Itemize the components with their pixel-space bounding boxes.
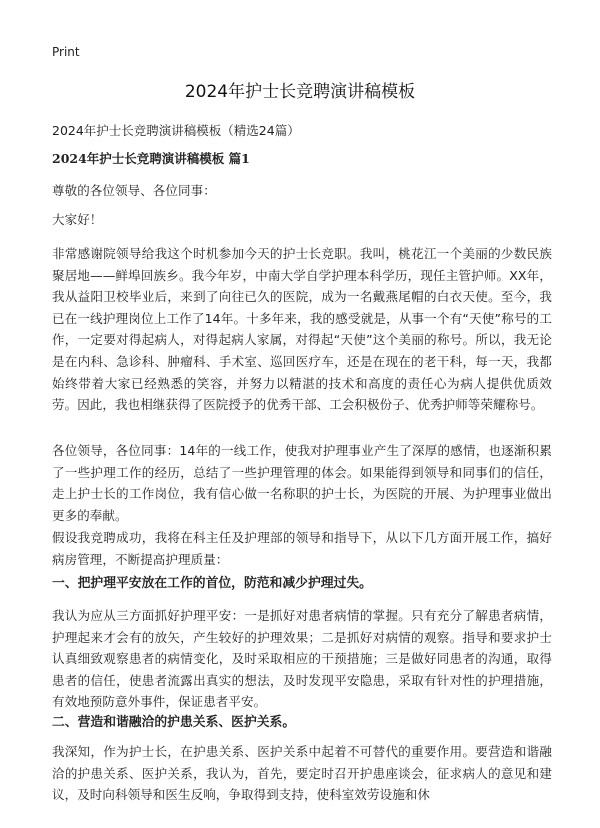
print-link[interactable]: Print [52,45,80,59]
section-heading-1: 一、把护理平安放在工作的首位，防范和减少护理过失。 [52,576,372,591]
page-title: 2024年护士长竞聘演讲稿模板 [184,82,416,102]
body-paragraph-1: 非常感谢院领导给我这个时机参加今天的护士长竞职。我叫，桃花江一个美丽的少数民族聚居地——鲜埠回族乡。我今年岁，中南大学自学护理本科学历，现任主管护师。XX年，我从益阳卫校毕业后，来到了向往已久的医院，成为一名戴燕尾帽的白衣天使。至今，我已在一线护理岗位上工作了14年。十多年来，我的感受就是，从事一个有“天使”称号的工作，一定要对得起病人，对得起病人家属，对得起“天使”这个美丽的称号。所以，我无论是在内科、急诊科、肿瘤科、手术室、巡回医疗车，还是在现在的老干科，每一天，我都始终带着大家已经熟悉的笑容，并努力以精湛的技术和高度的责任心为病人提供优质效劳。因此，我也相继获得了医院授予的优秀干部、工会积极份子、优秀护师等荣耀称号。 [52,246,552,413]
body-paragraph-2: 各位领导，各位同事：14年的一线工作，使我对护理事业产生了深厚的感情，也逐渐积累了一些护理工作的经历，总结了一些护理管理的体会。如果能得到领导和同事们的信任，走上护士长的工作岗位，我有信心做一名称职的护士长，为医院的开展、为护理事业做出更多的奉献。 [52,443,552,523]
body-paragraph-5: 我深知，作为护士长，在护患关系、医护关系中起着不可替代的重要作用。要营造和谐融洽的护患关系、医护关系，我认为，首先，要定时召开护患座谈会，征求病人的意见和建议，及时向科领导和医生反响，争取得到支持，使科室效劳设施和休 [52,744,552,803]
body-paragraph-4: 我认为应从三方面抓好护理平安：一是抓好对患者病情的掌握。只有充分了解患者病情，护理起来才会有的放矢，产生较好的护理效果；二是抓好对病情的观察。指导和要求护士认真细致观察患者的病情变化，及时采取相应的干预措施；三是做好同患者的沟通，取得患者的信任，使患者流露出真实的想法，及时发现平安隐患，采取有针对性的护理措施，有效地预防意外事件，保证患者平安。 [52,608,552,710]
section-heading: 2024年护士长竞聘演讲稿模板 篇1 [52,151,250,166]
section-heading-2: 二、营造和谐融洽的护患关系、医护关系。 [52,715,296,730]
greeting-paragraph: 尊敬的各位领导、各位同事： [52,183,216,198]
body-paragraph-3: 假设我竞聘成功，我将在科主任及护理部的领导和指导下，从以下几方面开展工作，搞好病房管理，不断提高护理质量： [52,530,552,567]
document-subtitle: 2024年护士长竞聘演讲稿模板（精选24篇） [52,123,300,138]
greeting2-paragraph: 大家好！ [52,212,103,227]
